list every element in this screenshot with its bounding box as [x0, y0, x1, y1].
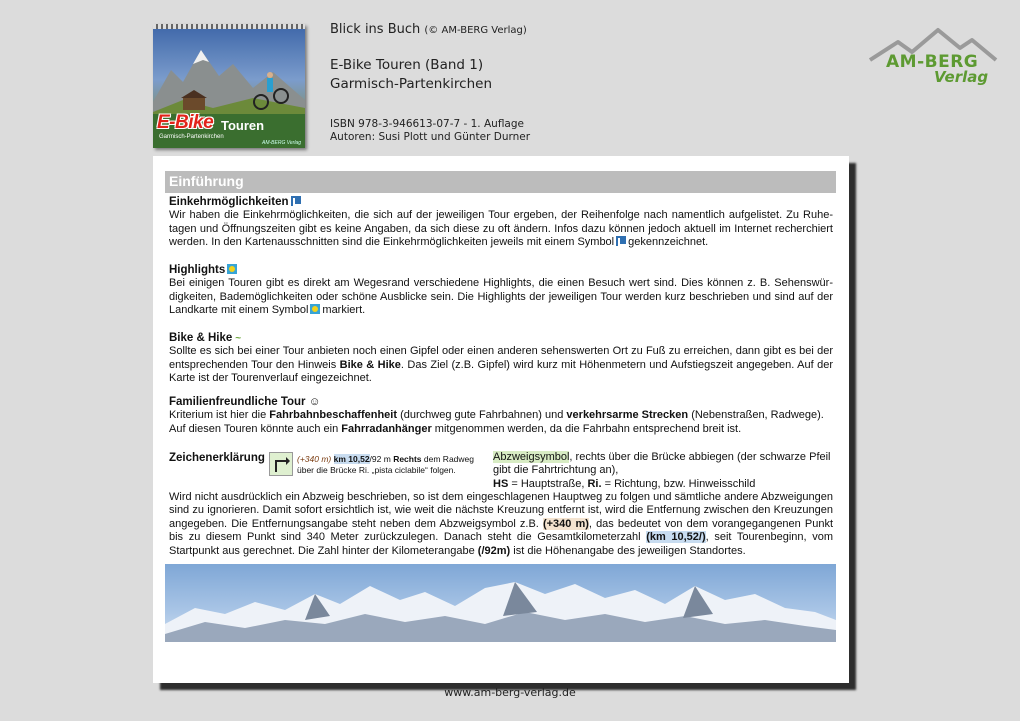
einkehr-text: Wir haben die Einkehrmöglichkeiten, die sich auf der jeweiligen Tour ergeben, der Reihenfolge nach namentlich aufgelistet. Zu Ruhe-tagen und Öffnungszeiten gibt es keine Angaben, da sich diese zu oft ändern. Infos dazu können jedoch aktuell im Internet recherchiert werden. In den Kartenausschnitten sind die Einkehrmöglichkeiten jeweils mit einem Symbol gekennzeichnet.	[169, 209, 833, 249]
restaurant-symbol-icon	[291, 196, 301, 206]
section-title: Einführung	[169, 173, 244, 189]
highlights-text: Bei einigen Touren gibt es direkt am Wegesrand verschiedene Highlights, die einen Besuch wert sind. Dies können z. B. Sehenswür-digkeiten, Bademöglichkeiten oder schöne Ausblicke sein. Die Highlights der jeweiligen Tour werden kurz beschrieben und sind auf der Landkarte mit einem Symbol markiert.	[169, 277, 833, 317]
copyright-note: (© AM-BERG Verlag)	[424, 25, 527, 36]
logo-text-verlag: Verlag	[934, 68, 989, 86]
isbn-line: ISBN 978-3-946613-07-7 - 1. Auflage	[330, 118, 524, 130]
restaurant-symbol-icon	[616, 236, 626, 246]
highlights-heading: Highlights	[169, 264, 833, 277]
turn-symbol-icon	[269, 452, 293, 476]
cover-publisher-mark: AM-BERG Verlag	[262, 140, 301, 146]
authors-line: Autoren: Susi Plott und Günter Durner	[330, 131, 531, 143]
einkehr-heading: Einkehrmöglichkeiten	[169, 196, 833, 209]
legend-example: (+340 m) km 10,52/92 m Rechts dem Radweg über die Brücke Ri. „pista ciclabile“ folgen.	[297, 454, 474, 475]
publisher-logo[interactable]	[868, 26, 998, 90]
highlight-symbol-icon	[227, 264, 237, 274]
highlights-block	[169, 264, 833, 318]
cover-title-main: E-Bike	[157, 112, 214, 133]
family-text: Kriterium ist hier die Fahrbahnbeschaffenheit (durchweg gute Fahrbahnen) und verkehrsarme Strecken (Nebenstraßen, Radwege). Auf diesen Touren könnte auch ein Fahrradanhänger mitgenommen werden, da die Fahrbahn entsprechend breit ist.	[169, 409, 824, 435]
legend-explanation: Wird nicht ausdrücklich ein Abzweig beschrieben, so ist dem eingeschlagenen Hauptweg zu folgen und sämtliche andere Abzweigungen sind zu ignorieren. Damit sofort ersichtlich ist, wie weit die nächste Kreuzung entfernt ist, wird die Entfernung zwischen den Kreuzungen angegeben. Die Entfernungsangabe steht neben dem Abzweigsymbol z.B. (+340 m), das bedeutet von dem vorangegangenen Punkt bis zu diesem Punkt sind 340 Meter zurückzulegen. Danach steht die Gesamtkilometerzahl (km 10,52/), seit Tourenbeginn, vom Startpunkt aus gerechnet. Die Zahl hinter der Kilometerangabe (/92m) ist die Höhenangabe des jeweiligen Standortes.	[169, 491, 833, 557]
book-title: E-Bike Touren (Band 1)	[330, 57, 484, 73]
book-region: Garmisch-Partenkirchen	[330, 76, 493, 92]
cover-subtitle: Garmisch-Partenkirchen	[159, 134, 224, 140]
book-page	[153, 156, 849, 683]
highlight-symbol-icon	[310, 304, 320, 314]
footer-url[interactable]: www.am-berg-verlag.de	[444, 686, 576, 699]
cover-title-second: Touren	[221, 118, 265, 133]
section-bar	[165, 171, 836, 193]
einkehr-block	[169, 196, 833, 250]
family-heading: Familienfreundliche Tour ☺	[169, 396, 321, 408]
hike-path-icon: ~	[235, 333, 242, 344]
bikehike-block	[169, 332, 833, 386]
cover-mountains	[153, 42, 305, 122]
legend-description: Abzweigsymbol, rechts über die Brücke abbiegen (der schwarze Pfeil gibt die Fahrtrichtung an), HS = Hauptstraße, Ri. = Richtung, bzw. Hinweisschild	[493, 451, 831, 490]
smiley-icon: ☺	[308, 396, 321, 408]
bikehike-heading: Bike & Hike ~	[169, 332, 242, 344]
cover-spiral-binding	[153, 24, 305, 29]
bikehike-text: Sollte es sich bei einer Tour anbieten noch einen Gipfel oder einen anderen sehenswerten Ort zu Fuß zu erreichen, dann gibt es bei der entsprechenden Tour den Hinweis Bike & Hike. Das Ziel (z.B. Gipfel) wird kurz mit Höhenmetern und Aufstiegszeit angegeben. Auf der Karte ist der Tourenverlauf eingezeichnet.	[169, 345, 833, 385]
preview-label-text: Blick ins Buch	[330, 22, 421, 37]
preview-label	[330, 22, 527, 37]
family-block	[169, 396, 833, 436]
logo-text-am-berg: AM-BERG	[886, 52, 979, 72]
legend-label: Zeichenerklärung	[169, 452, 265, 464]
mountain-panorama-image	[165, 564, 836, 642]
book-cover-image	[153, 24, 305, 148]
